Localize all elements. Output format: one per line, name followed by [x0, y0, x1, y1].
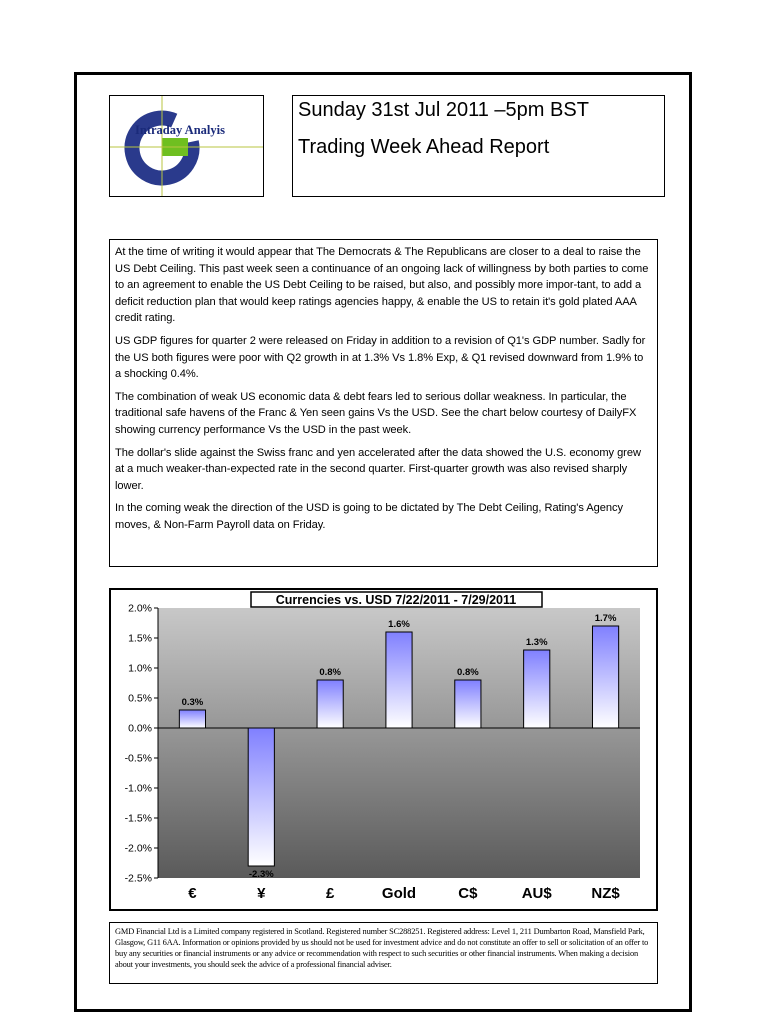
chart-title: Currencies vs. USD 7/22/2011 - 7/29/2011: [275, 593, 517, 607]
bar-value-label: 0.8%: [319, 667, 341, 678]
analysis-text: [109, 239, 658, 567]
paragraph: The dollar's slide against the Swiss franc and yen accelerated after the data showed the U.S. economy grew at a much weaker-than-expected rate in the second quarter. First-quarter growth was also revised sharply lower.: [115, 446, 641, 492]
report-title-box: [292, 95, 665, 197]
bar-value-label: -2.3%: [248, 869, 274, 880]
bar: [248, 728, 274, 866]
logo: [109, 95, 264, 197]
bar: [179, 710, 205, 728]
y-tick-label: 1.0%: [128, 662, 152, 675]
bar: [317, 680, 343, 728]
x-tick-label: C$: [458, 885, 478, 902]
y-tick-label: 0.0%: [128, 722, 152, 735]
paragraph: US GDP figures for quarter 2 were released on Friday in addition to a revision of Q1's GDP number. Sadly for the US both figures were poor with Q2 growth in at 1.3% Vs 1.8% Exp, & Q1 revised downward from 1.9% to a shocking 0.4%.: [115, 334, 646, 381]
bar: [592, 626, 618, 728]
bar-value-label: 1.7%: [594, 613, 617, 624]
x-tick-label: €: [188, 885, 197, 902]
logo-mark: [110, 96, 264, 197]
disclaimer-box: [109, 922, 658, 984]
y-tick-label: 0.5%: [128, 692, 152, 705]
y-tick-label: 1.5%: [128, 632, 152, 645]
y-tick-label: -2.5%: [124, 872, 152, 885]
x-tick-label: £: [325, 885, 335, 902]
currency-chart: [109, 588, 658, 911]
bar-value-label: 0.3%: [181, 697, 204, 708]
y-tick-label: -0.5%: [124, 752, 152, 765]
logo-text: Intraday Analyis: [135, 123, 225, 137]
report-title: Trading Week Ahead Report: [298, 136, 550, 158]
bar-value-label: 0.8%: [457, 667, 479, 678]
x-tick-label: Gold: [381, 885, 417, 902]
bar-value-label: 1.6%: [388, 619, 410, 630]
y-tick-label: 2.0%: [128, 602, 152, 615]
x-tick-label: AU$: [521, 885, 552, 902]
bar: [455, 680, 481, 728]
y-tick-label: -1.0%: [124, 782, 152, 795]
disclaimer-text: GMD Financial Ltd is a Limited company registered in Scotland. Registered number SC288251. Registered address: Level 1, 211 Dumbarton Road, Mansfield Park, Glasgow, G11 6AA. Information or opinions provided by us should not be used for investment advice and do not constitute an offer to sell or solicitation of an offer to buy any securities or financial instruments or any advice or recommendation with respect to such securities or other financial instruments. When making a decision about your investments, you should seek the advice of a professional financial adviser.: [115, 927, 649, 969]
report-date: Sunday 31st Jul 2011 –5pm BST: [298, 99, 589, 121]
bar: [524, 650, 550, 728]
bar-value-label: 1.3%: [525, 637, 548, 648]
y-tick-label: -1.5%: [124, 812, 152, 825]
x-tick-label: NZ$: [591, 885, 620, 902]
chart-svg: [111, 590, 656, 909]
paragraph: In the coming weak the direction of the USD is going to be dictated by The Debt Ceiling, Rating's Agency moves, & Non-Farm Payroll data on Friday.: [115, 502, 623, 531]
bar: [386, 632, 412, 728]
x-tick-label: ¥: [257, 885, 266, 902]
paragraph: The combination of weak US economic data & debt fears led to serious dollar weakness. In particular, the traditional safe havens of the Franc & Yen seen gains Vs the USD. See the chart below courtesy of DailyFX showing currency performance Vs the USD in the past week.: [115, 390, 637, 436]
paragraph: At the time of writing it would appear that The Democrats & The Republicans are closer to a deal to raise the US Debt Ceiling. This past week seen a continuance of an ongoing lack of willingness by both parties to come to an agreement to enable the US Debt Ceiling to be raised, but also, and possibly more impor-tant, to add a deficit reduction plan that would keep ratings agencies happy, & enable the US to retain it's gold plated AAA credit rating.: [115, 246, 649, 325]
y-tick-label: -2.0%: [124, 842, 152, 855]
